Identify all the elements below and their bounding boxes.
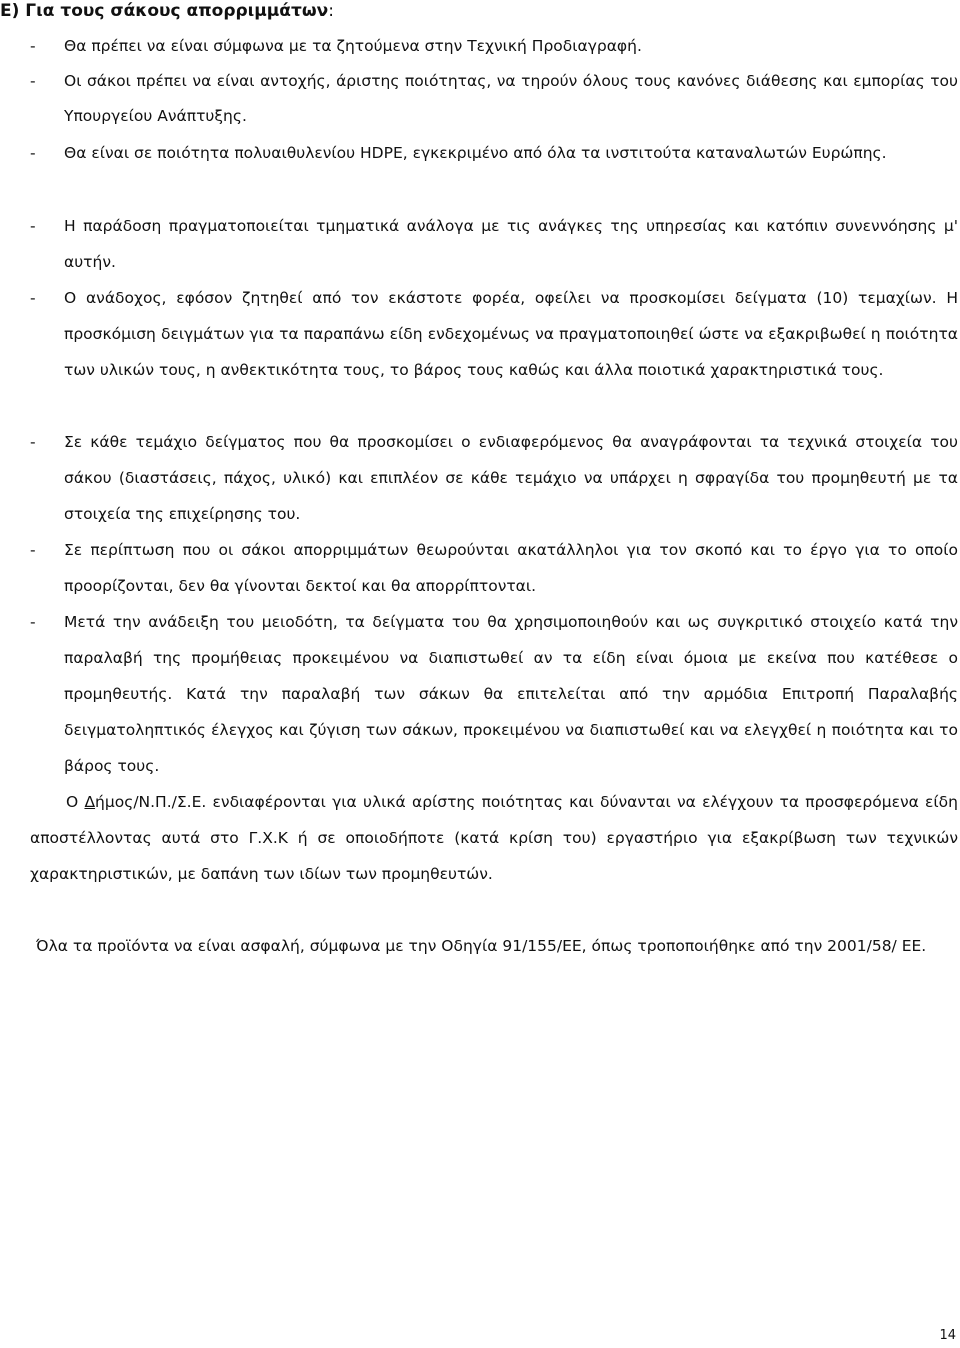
list-dash: - [30, 289, 36, 307]
list-item-text: Μετά την ανάδειξη του μειοδότη, τα δείγματα του θα χρησιμοποιηθούν και ως συγκριτικό στοιχείο κατά την παραλαβή της προμήθειας προκειμένου να διαπιστωθεί αν τα είδη είναι όμοια με εκείνα που κατέθεσε ο προμηθευτής. Κατά την παραλαβή των σάκων θα επιτελείται από την αρμόδια Επιτροπή Παραλαβής δειγματοληπτικός έλεγχος και ζύγιση των σάκων, προκειμένου να διαπιστωθεί και να ελεγχθεί η ποιότητα και το βάρος τους. [64, 613, 958, 775]
list-item [30, 280, 958, 388]
list-item [30, 28, 958, 64]
paragraph-text: ήμος/Ν.Π./Σ.Ε. ενδιαφέρονται για υλικά αρίστης ποιότητας και δύνανται να ελέγχουν τα προσφερόμενα είδη αποστέλλοντας αυτά στο Γ.Χ.Κ ή σε οποιοδήποτε (κατά κρίση του) εργαστήριο για εξακρίβωση των τεχνικών χαρακτηριστικών, με δαπάνη των ιδίων των προμηθευτών. [30, 793, 958, 883]
list-item [30, 532, 958, 604]
list-item-text: Θα είναι σε ποιότητα πολυαιθυλενίου HDPE, εγκεκριμένο από όλα τα ινστιτούτα καταναλωτών Ευρώπης. [64, 144, 887, 162]
list-item [30, 136, 958, 171]
paragraph-underlined: Δ [84, 793, 96, 811]
list-dash: - [30, 613, 36, 631]
section-heading [0, 0, 334, 22]
list-item-text: Θα πρέπει να είναι σύμφωνα με τα ζητούμενα στην Τεχνική Προδιαγραφή. [64, 37, 642, 55]
section-heading-text: Ε) Για τους σάκους απορριμμάτων [0, 1, 329, 21]
list-dash: - [30, 541, 36, 559]
list-item-text: Οι σάκοι πρέπει να είναι αντοχής, άριστης ποιότητας, να τηρούν όλους τους κανόνες διάθεσης και εμπορίας του Υπουργείου Ανάπτυξης. [64, 72, 958, 125]
safety-note [0, 926, 958, 966]
list-item [30, 64, 958, 134]
list-dash: - [30, 72, 36, 90]
list-item [30, 604, 958, 784]
paragraph-prefix: Ο [66, 793, 85, 811]
testing-paragraph [30, 784, 958, 892]
list-item-text: Ο ανάδοχος, εφόσον ζητηθεί από τον εκάστοτε φορέα, οφείλει να προσκομίσει δείγματα (10) τεμαχίων. Η προσκόμιση δειγμάτων για τα παραπάνω είδη ενδεχομένως να πραγματοποιηθεί ώστε να εξακριβωθεί η ποιότητα των υλικών τους, η ανθεκτικότητα τους, το βάρος τους καθώς και άλλα ποιοτικά χαρακτηριστικά τους. [64, 289, 958, 379]
list-dash: - [30, 217, 36, 235]
list-item [30, 208, 958, 280]
list-dash: - [30, 37, 36, 55]
safety-note-text: Όλα τα προϊόντα να είναι ασφαλή, σύμφωνα με την Οδηγία 91/155/ΕΕ, όπως τροποποιήθηκε από την 2001/58/ ΕΕ. [36, 937, 927, 955]
list-item-text: Σε περίπτωση που οι σάκοι απορριμμάτων θεωρούνται ακατάλληλοι για τον σκοπό και το έργο για το οποίο προορίζονται, δεν θα γίνονται δεκτοί και θα απορρίπτονται. [64, 541, 958, 595]
section-heading-colon: : [328, 1, 334, 21]
list-dash: - [30, 433, 36, 451]
page-number: 14 [939, 1328, 956, 1343]
list-item-text: Σε κάθε τεμάχιο δείγματος που θα προσκομίσει ο ενδιαφερόμενος θα αναγράφονται τα τεχνικά στοιχεία του σάκου (διαστάσεις, πάχος, υλικό) και επιπλέον σε κάθε τεμάχιο να υπάρχει η σφραγίδα του προμηθευτή με τα στοιχεία της επιχείρησης του. [64, 433, 958, 523]
list-dash: - [30, 144, 36, 162]
list-item-text: Η παράδοση πραγματοποιείται τμηματικά ανάλογα με τις ανάγκες της υπηρεσίας και κατόπιν συνεννόησης μ' αυτήν. [64, 217, 958, 271]
list-item [30, 424, 958, 532]
